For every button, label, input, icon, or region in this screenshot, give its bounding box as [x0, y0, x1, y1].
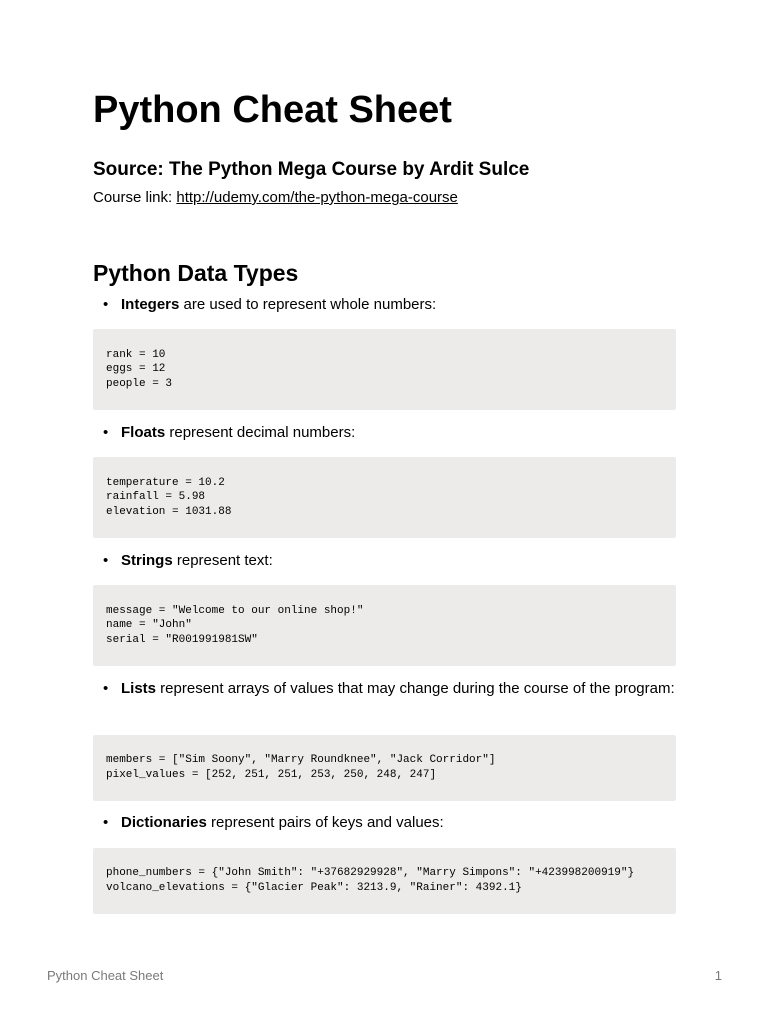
code-line: elevation = 1031.88	[106, 505, 232, 518]
term: Strings	[121, 552, 173, 569]
list-item-floats	[93, 422, 676, 444]
description: represent arrays of values that may change during the course of the program:	[156, 680, 675, 697]
code-block-integers	[93, 329, 676, 410]
footer-title: Python Cheat Sheet	[47, 968, 164, 983]
code-line: people = 3	[106, 377, 173, 390]
bullet-dot: •	[103, 424, 109, 441]
code-line: message = "Welcome to our online shop!"	[106, 604, 364, 617]
bullet-dot: •	[103, 814, 109, 831]
course-link[interactable]: http://udemy.com/the-python-mega-course	[176, 189, 458, 206]
term: Integers	[121, 296, 180, 313]
document-title: Python Cheat Sheet	[93, 89, 452, 131]
code-line: serial = "R001991981SW"	[106, 633, 258, 646]
list-item-strings	[93, 550, 676, 572]
description: represent decimal numbers:	[165, 424, 356, 441]
code-line: temperature = 10.2	[106, 476, 225, 489]
description: represent pairs of keys and values:	[206, 814, 444, 831]
course-link-prefix: Course link:	[93, 189, 177, 206]
code-line: rainfall = 5.98	[106, 491, 206, 504]
term: Lists	[121, 680, 157, 697]
code-line: name = "John"	[106, 619, 192, 632]
code-block-floats	[93, 457, 676, 538]
list-item-dictionaries	[93, 812, 676, 834]
section-title: Python Data Types	[93, 260, 299, 286]
code-line: phone_numbers = {"John Smith": "+37682929928", "Marry Simpons": "+423998200919"}	[106, 867, 635, 880]
description: are used to represent whole numbers:	[179, 296, 437, 313]
bullet-dot: •	[103, 680, 109, 697]
description: represent text:	[172, 552, 273, 569]
code-line: rank = 10	[106, 348, 166, 361]
list-item-integers	[93, 294, 676, 316]
course-link-line	[93, 188, 458, 208]
source-line: Source: The Python Mega Course by Ardit Sulce	[93, 159, 530, 180]
bullet-dot: •	[103, 296, 109, 313]
bullet-dot: •	[103, 552, 109, 569]
code-block-dictionaries	[93, 848, 676, 914]
code-line: volcano_elevations = {"Glacier Peak": 3213.9, "Rainer": 4392.1}	[106, 882, 522, 894]
code-block-lists	[93, 735, 676, 801]
code-line: eggs = 12	[106, 363, 166, 376]
term: Floats	[121, 424, 166, 441]
code-line: members = ["Sim Soony", "Marry Roundknee", "Jack Corridor"]	[106, 754, 496, 767]
code-block-strings	[93, 585, 676, 666]
code-line: pixel_values = [252, 251, 251, 253, 250, 248, 247]	[106, 769, 437, 781]
term: Dictionaries	[121, 814, 207, 831]
page-number: 1	[714, 968, 722, 983]
list-item-lists	[93, 678, 676, 700]
